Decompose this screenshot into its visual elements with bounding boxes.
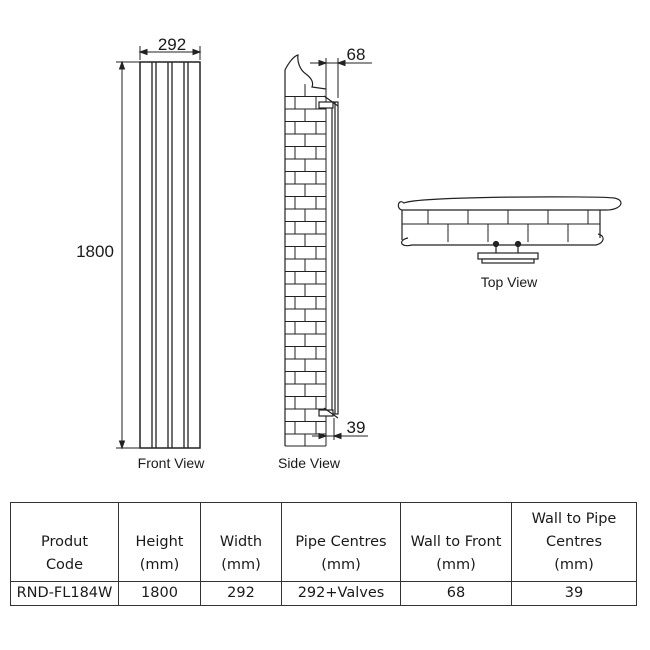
height-dimension-line (116, 62, 140, 448)
cell-height: 1800 (119, 582, 201, 606)
cell-pipe-centres: 292+Valves (282, 582, 401, 606)
cell-wall-to-pipe-centres: 39 (512, 582, 637, 606)
brick-wall-side (285, 84, 326, 446)
cell-width: 292 (201, 582, 282, 606)
wall-to-pipe-label: 39 (346, 418, 366, 437)
header-pipe-centres: Pipe Centres (mm) (282, 503, 401, 582)
brick-wall-top (402, 210, 600, 242)
width-dimension-label: 292 (157, 35, 187, 54)
radiator-side (319, 96, 338, 418)
side-view-label: Side View (277, 455, 341, 471)
wall-bottom-edge (402, 234, 603, 246)
wall-top-edge (398, 197, 621, 210)
table-row (11, 582, 637, 606)
front-view-label: Front View (137, 455, 205, 471)
front-view (76, 35, 205, 471)
top-view (398, 197, 621, 290)
radiator-front (140, 62, 200, 448)
header-wall-to-pipe-centres: Wall to Pipe Centres (mm) (512, 503, 637, 582)
specification-table (10, 502, 637, 606)
header-wall-to-front: Wall to Front (mm) (401, 503, 512, 582)
height-dimension-label: 1800 (76, 242, 114, 261)
header-height: Height (mm) (119, 503, 201, 582)
table-header-row (11, 503, 637, 582)
header-product-code: Produt Code (11, 503, 119, 582)
cell-wall-to-front: 68 (401, 582, 512, 606)
side-view (278, 45, 372, 471)
wall-to-front-label: 68 (346, 45, 366, 64)
cell-product-code: RND-FL184W (11, 582, 119, 606)
wall-to-front-dimension-line (310, 58, 372, 98)
header-width: Width (mm) (201, 503, 282, 582)
top-view-label: Top View (480, 274, 538, 290)
